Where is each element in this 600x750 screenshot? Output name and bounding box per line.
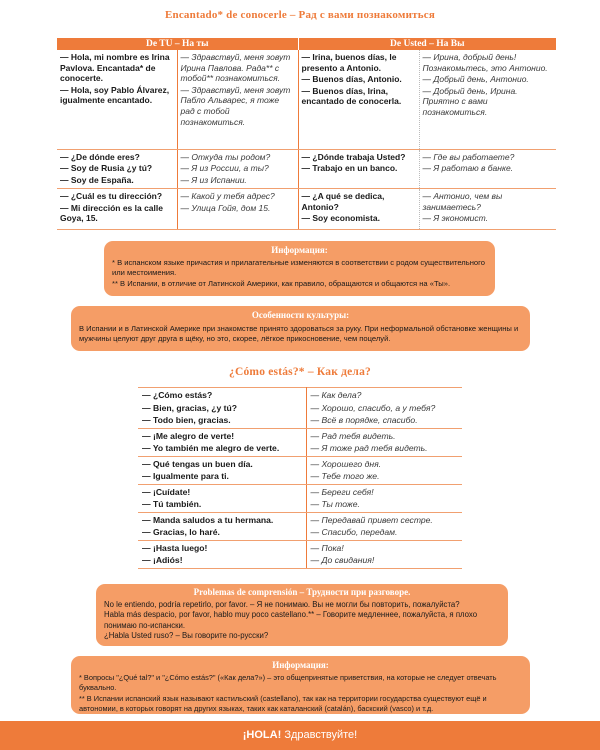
cell-ru: [306, 512, 462, 540]
phrase: — Soy economista.: [301, 213, 380, 224]
cell-ru: [306, 428, 462, 456]
phrase: — Tú también.: [142, 499, 202, 509]
cell-tu-ru: [177, 50, 298, 149]
info-line: ** В Испании испанский язык называют кастильский (castellano), так как на территории государства существуют ещё и автономии, в которых говорят на других языках, таких как каталанский (catalán), баскский (vasco) и т.д.: [79, 693, 487, 714]
cell-es: [138, 428, 306, 456]
cell-ru: [306, 456, 462, 484]
phrase: — Soy de España.: [60, 174, 134, 185]
phrase: — ¿Dónde trabaja Usted?: [301, 151, 406, 162]
header-tu: De TU – На ты: [57, 38, 298, 50]
phrase: — Всё в порядке, спасибо.: [310, 415, 418, 425]
problems-box: [96, 584, 508, 646]
phrase: — Ты тоже.: [310, 499, 360, 509]
cell-tu-es: [57, 50, 177, 149]
phrase: — Улица Гойя, дом 15.: [180, 202, 271, 213]
phrase: — Спасибо, передам.: [310, 527, 398, 537]
phrase: — Hola, mi nombre es Irina Pavlova. Encantada* de conocerte.: [60, 52, 170, 84]
phrase: — Gracias, lo haré.: [142, 527, 220, 537]
phrase: — Тебе того же.: [310, 471, 380, 481]
phrase: — ¡Cuídate!: [142, 486, 191, 497]
cell-usted-es: [298, 50, 419, 149]
phrase: — Todo bien, gracias.: [142, 415, 231, 425]
info-line: * В испанском языке причастия и прилагательные изменяются в соответствии с родом существительного или местоимения.: [112, 257, 485, 278]
cell-usted-es: [298, 149, 419, 189]
phrase: — Yo también me alegro de verte.: [142, 443, 280, 453]
section-title-how-are-you: ¿Cómo estás?* – Как дела?: [229, 366, 371, 378]
table-row: [57, 149, 556, 189]
phrase: — Я экономист.: [422, 213, 489, 224]
info-box-notes: [71, 656, 530, 714]
table-row: [138, 456, 462, 484]
info-line: * Вопросы "¿Qué tal?" и "¿Cómo estás?" («Как дела?») – это общепринятые приветствия, на которые не следует отвечать буквально.: [79, 672, 497, 693]
phrase: — Bien, gracias, ¿y tú?: [142, 402, 238, 413]
cell-usted-ru: [419, 149, 556, 189]
culture-box: [71, 306, 530, 351]
phrase: — Trabajo en un banco.: [301, 163, 398, 174]
cell-usted-es: [298, 189, 419, 230]
cell-tu-es: [57, 189, 177, 230]
cell-es: [138, 512, 306, 540]
phrase: — ¡Me alegro de verte!: [142, 430, 235, 441]
phrase: — Я тоже рад тебя видеть.: [310, 443, 428, 453]
table-row: [138, 484, 462, 512]
phrase: — Хорошо, спасибо, а у тебя?: [310, 402, 436, 413]
phrase: — Здравствуй, меня зовут Пабло Альварес, я тоже рад с тобой познакомиться.: [180, 84, 291, 127]
phrase: — Я из Испании.: [180, 174, 247, 185]
phrase: — Ирина, добрый день! Познакомьтесь, это Антонио.: [422, 52, 548, 73]
phrase: — Добрый день, Антонио.: [422, 74, 529, 85]
phrase: — Рад тебя видеть.: [310, 430, 396, 441]
phrase: — Я работаю в банке.: [422, 163, 514, 174]
problems-line: ¿Habla Usted ruso? – Вы говорите по-русски?: [104, 631, 269, 641]
cell-usted-ru: [419, 50, 556, 149]
section-title-greetings: Encantado* de conocerle – Рад с вами познакомиться: [165, 9, 435, 21]
cell-es: [138, 484, 306, 512]
phrase: — Hola, soy Pablo Álvarez, igualmente encantado.: [60, 84, 170, 106]
cell-tu-ru: [177, 189, 298, 230]
phrase: — Где вы работаете?: [422, 151, 515, 162]
cell-ru: [306, 388, 462, 429]
phrase: — Igualmente para ti.: [142, 471, 229, 481]
cell-es: [138, 388, 306, 429]
phrase: — Антонио, чем вы занимаетесь?: [422, 191, 503, 212]
cell-es: [138, 456, 306, 484]
phrase: — Пока!: [310, 542, 344, 553]
problems-line: Habla más despacio, por favor, hablo muy poco castellano.** – Говорите медленнее, пожалуйста, я плохо понимаю по-испански.: [104, 610, 478, 630]
culture-heading: Особенности культуры:: [251, 310, 350, 320]
phrase: — Buenos días, Antonio.: [301, 74, 402, 85]
phrase: — ¿Cómo estás?: [142, 390, 213, 400]
greetings-table: [57, 38, 556, 230]
phrase: — Береги себя!: [310, 486, 374, 497]
phrase: — Buenos días, Irina, encantado de conocerla.: [301, 85, 402, 107]
phrase: — Как дела?: [310, 390, 362, 400]
info-box-grammar: [104, 241, 495, 296]
table-row: [57, 189, 556, 230]
phrase: — Qué tengas un buen día.: [142, 458, 253, 469]
phrase: — ¿A qué se dedica, Antonio?: [301, 191, 385, 212]
info-line: ** В Испании, в отличие от Латинской Америки, как правило, обращаются и общаются на «Ты».: [112, 278, 451, 288]
footer-text: Здравствуйте!: [281, 729, 358, 741]
phrase: — Irina, buenos días, le presento a Antonio.: [301, 52, 397, 73]
table-row: [138, 540, 462, 568]
table-row: [138, 512, 462, 540]
cell-tu-es: [57, 149, 177, 189]
culture-text: В Испании и в Латинской Америке при знакомстве принято здороваться за руку. При неформальной обстановке женщины и мужчины целуют друг друга в щёку, но это, скорее, лёгкое прикосновение, чем поцелуй.: [79, 323, 519, 344]
cell-ru: [306, 540, 462, 568]
footer-hola: ¡HOLA!: [242, 729, 282, 741]
footer-bar: [0, 721, 600, 750]
phrase: — Soy de Rusia ¿y tú?: [60, 163, 153, 174]
info-heading: Информация:: [271, 245, 328, 255]
header-usted: De Usted – На Вы: [298, 38, 556, 50]
phrase: — Я из России, а ты?: [180, 163, 269, 174]
phrase: — ¿Cuál es tu dirección?: [60, 191, 163, 202]
phrase: — Manda saludos a tu hermana.: [142, 514, 274, 525]
problems-line: No le entiendo, podría repetirlo, por favor. – Я не понимаю. Вы не могли бы повторить, пожалуйста?: [104, 599, 460, 609]
cell-tu-ru: [177, 149, 298, 189]
phrase: — Какой у тебя адрес?: [180, 191, 275, 202]
cell-usted-ru: [419, 189, 556, 230]
phrase: — До свидания!: [310, 555, 375, 565]
phrase: — Добрый день, Ирина. Приятно с вами познакомиться.: [422, 85, 518, 117]
how-are-you-table: [138, 387, 462, 569]
phrase: — Хорошего дня.: [310, 458, 382, 469]
phrase: — Здравствуй, меня зовут Ирина Павлова. Рада** с тобой** познакомиться.: [180, 52, 291, 84]
cell-es: [138, 540, 306, 568]
table-row: [138, 388, 462, 429]
cell-ru: [306, 484, 462, 512]
problems-heading: Problemas de comprensión – Трудности при разговоре.: [193, 587, 411, 597]
table-row: [138, 428, 462, 456]
phrase: — Mi dirección es la calle Goya, 15.: [60, 202, 163, 224]
phrase: — ¿De dónde eres?: [60, 151, 140, 162]
phrase: — ¡Hasta luego!: [142, 542, 208, 553]
phrase: — ¡Adiós!: [142, 555, 183, 565]
phrase: — Передавай привет сестре.: [310, 514, 433, 525]
info-heading: Информация:: [272, 660, 329, 670]
phrase: — Откуда ты родом?: [180, 151, 271, 162]
table-row: [57, 50, 556, 149]
